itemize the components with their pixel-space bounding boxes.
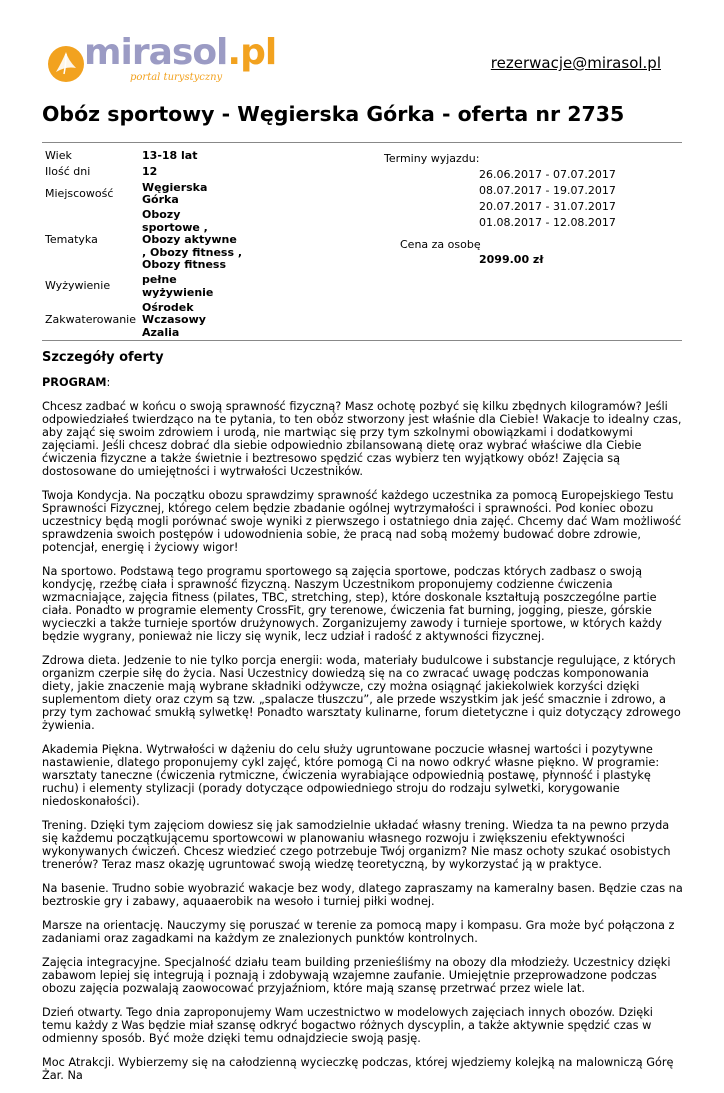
offer-description bbox=[42, 376, 684, 1093]
paragraph: Marsze na orientację. Nauczymy się poruszać w terenie za pomocą mapy i kompasu. Gra może być połączona z zadaniami oraz zagadkami na każdym ze znalezionych punktów kontrolnych. bbox=[42, 919, 675, 945]
term-date: 08.07.2017 - 19.07.2017 bbox=[479, 184, 616, 197]
page-title: Obóz sportowy - Węgierska Górka - oferta nr 2735 bbox=[42, 102, 625, 126]
page-header bbox=[42, 32, 682, 92]
program-label: PROGRAM bbox=[42, 376, 107, 389]
info-key: Wiek bbox=[45, 148, 72, 162]
program-colon: : bbox=[106, 376, 111, 389]
details-heading: Szczegóły oferty bbox=[42, 350, 164, 365]
paragraph: Zajęcia integracyjne. Specjalność działu team building przenieśliśmy na obozy dla młodzieży. Uczestnicy dzięki zabawom lepiej się integrują i poznają i zdobywają wzajemne zaufanie. Umiejętnie przeprowadzone podczas obozu zajęcia pozwalają zaowocować przyjaźniom, które mają szansę przetrwać przez wiele lat. bbox=[42, 956, 671, 995]
info-key: Wyżywienie bbox=[45, 279, 111, 293]
mirasol-logo[interactable] bbox=[42, 32, 282, 90]
info-row-meals bbox=[42, 273, 245, 301]
sun-logo-icon bbox=[42, 38, 90, 86]
info-row-age bbox=[42, 148, 245, 164]
terms-dates bbox=[479, 167, 616, 231]
info-value: Obozy sportowe , Obozy aktywne , Obozy fitness , Obozy fitness bbox=[142, 208, 243, 271]
email-link[interactable]: rezerwacje@mirasol.pl bbox=[490, 54, 661, 72]
info-key: Ilość dni bbox=[45, 164, 91, 178]
info-key: Zakwaterowanie bbox=[45, 313, 137, 327]
info-value: Ośrodek Wczasowy Azalia bbox=[142, 300, 206, 339]
paragraph: Moc Atrakcji. Wybierzemy się na całodzienną wycieczkę podczas, której wjedziemy kolejką na malowniczą Górę Żar. Na bbox=[42, 1056, 674, 1082]
info-key: Tematyka bbox=[45, 233, 98, 246]
term-date: 01.08.2017 - 12.08.2017 bbox=[479, 216, 616, 229]
paragraph: Dzień otwarty. Tego dnia zaproponujemy Wam uczestnictwo w modelowych zajęciach innych obozów. Dzięki temu każdy z Was będzie miał szansę odkryć bogactwo różnych dyscyplin, a także aktywnie spędzić czas w odmienny sposób. Być może dzięki temu odnajdziecie swoją pasję. bbox=[42, 1006, 653, 1045]
program-line bbox=[42, 376, 684, 389]
info-value: 12 bbox=[142, 164, 158, 178]
info-key: Miejscowość bbox=[45, 186, 114, 200]
term-date: 26.06.2017 - 07.07.2017 bbox=[479, 168, 616, 181]
paragraph: Trening. Dzięki tym zajęciom dowiesz się jak samodzielnie układać własny trening. Wiedza ta na pewno przyda się każdemu początkującemu sportowcowi w planowaniu własnego rozwoju i zwiększeniu efektywności wykonywanych ćwiczeń. Chcesz wiedzieć czego potrzebuje Twój organizm? Nie masz ochoty szukać osobistych trenerów? Teraz masz okazję ugruntować swoją wiedzę teoretyczną, by wykorzystać ją w praktyce. bbox=[42, 819, 671, 871]
info-value: Węgierska Górka bbox=[142, 180, 208, 206]
paragraph: Na sportowo. Podstawą tego programu sportowego są zajęcia sportowe, podczas których zadbasz o swoją kondycję, rzeźbę ciała i sprawność fizyczną. Naszym Uczestnikom proponujemy codzienne ćwiczenia wzmacniające, zajęcia fitness (pilates, TBC, stretching, step), które doskonale kształtują poszczególne partie ciała. Ponadto w programie elementy CrossFit, gry terenowe, ćwiczenia fat burning, jogging, piesze, górskie wycieczki a także turnieje sportów drużynowych. Zorganizujemy zawody i turnieje sportowe, w których każdy będzie wygrany, ponieważ nie liczy się wynik, lecz udział i radość z aktywności fizycznej. bbox=[42, 565, 662, 643]
paragraph: Chcesz zadbać w końcu o swoją sprawność fizyczną? Masz ochotę pozbyć się kilku zbędnych kilogramów? Jeśli odpowiedziałeś twierdząco na te pytania, to ten obóz stworzony jest właśnie dla Ciebie! Wakacje to idealny czas, aby zająć się swoim zdrowiem i urodą, nie martwiąc się przy tym szkolnymi obowiązkami i dodatkowymi zajęciami. Jeśli chcesz dobrać dla siebie odpowiednio zbilansowaną dietę oraz wybrać właściwe dla Ciebie ćwiczenia fizyczne a także świetnie i beztresowo spędzić czas wybierz ten wyjątkowy obóz! Zajęcia są dostosowane do umiejętności i wytrwałości Uczestników. bbox=[42, 400, 682, 478]
divider-bottom bbox=[42, 340, 682, 341]
info-row-days bbox=[42, 164, 245, 180]
term-date: 20.07.2017 - 31.07.2017 bbox=[479, 200, 616, 213]
info-value: pełne wyżywienie bbox=[142, 273, 214, 299]
info-value: 13-18 lat bbox=[142, 148, 198, 162]
offer-info bbox=[42, 148, 682, 338]
price-label: Cena za osobę bbox=[400, 238, 481, 251]
terms-label: Terminy wyjazdu: bbox=[384, 152, 480, 165]
paragraph: Na basenie. Trudno sobie wyobrazić wakacje bez wody, dlatego zapraszamy na kameralny basen. Będzie czas na beztroskie gry i zabawy, aquaaerobik na wesoło i turniej piłki wodnej. bbox=[42, 882, 683, 908]
logo-wordmark: mirasol.pl bbox=[84, 32, 277, 73]
paragraph: Twoja Kondycja. Na początku obozu sprawdzimy sprawność każdego uczestnika za pomocą Europejskiego Testu Sprawności Fizycznej, którego celem będzie zbadanie ogólnej wytrzymałości i sprawności. Pod koniec obozu uczestnicy będą mogli porównać swoje wyniki z pierwszego i ostatniego dnia zajęć. Chcemy dać Wam możliwość sprawdzenia swoich postępów i udowodnienia sobie, że pracą nad sobą możemy budować dobre zdrowie, potencjał, energię i życiowy wigor! bbox=[42, 489, 682, 554]
paragraph: Zdrowa dieta. Jedzenie to nie tylko porcja energii: woda, materiały budulcowe i substancje regulujące, z których organizm czerpie siłę do życia. Nasi Uczestnicy dowiedzą się na co zwracać uwagę podczas komponowania diety, jakie znaczenie mają wybrane składniki odżywcze, czy można osiągnąć jakiekolwiek korzyści dzięki suplementom diety oraz czym są tzw. „spalacze tłuszczu”, ale przede wszystkim jak jeść smacznie i zdrowo, a przy tym zachować smukłą sylwetkę! Ponadto warsztaty kulinarne, forum dietetyczne i quiz dotyczący zdrowego żywienia. bbox=[42, 654, 681, 732]
logo-tagline: portal turystyczny bbox=[130, 72, 223, 83]
price-value: 2099.00 zł bbox=[479, 253, 544, 266]
info-row-location bbox=[42, 180, 245, 208]
paragraph: Akademia Piękna. Wytrwałości w dążeniu do celu służy ugruntowane poczucie własnej wartości i pozytywne nastawienie, dlatego proponujemy cykl zajęć, które pomogą Ci na nowo odkryć własne piękno. W programie: warsztaty taneczne (ćwiczenia rytmiczne, ćwiczenia wyrabiające odpowiednią postawę, płynność i plastykę ruchu) i elementy stylizacji (porady dotyczące odpowiedniego stroju do rodzaju sylwetki, korygowanie niedoskonałości). bbox=[42, 743, 660, 808]
info-row-accommodation bbox=[42, 301, 245, 341]
info-table bbox=[42, 148, 245, 341]
divider-top bbox=[42, 142, 682, 143]
info-row-topics bbox=[42, 208, 245, 273]
